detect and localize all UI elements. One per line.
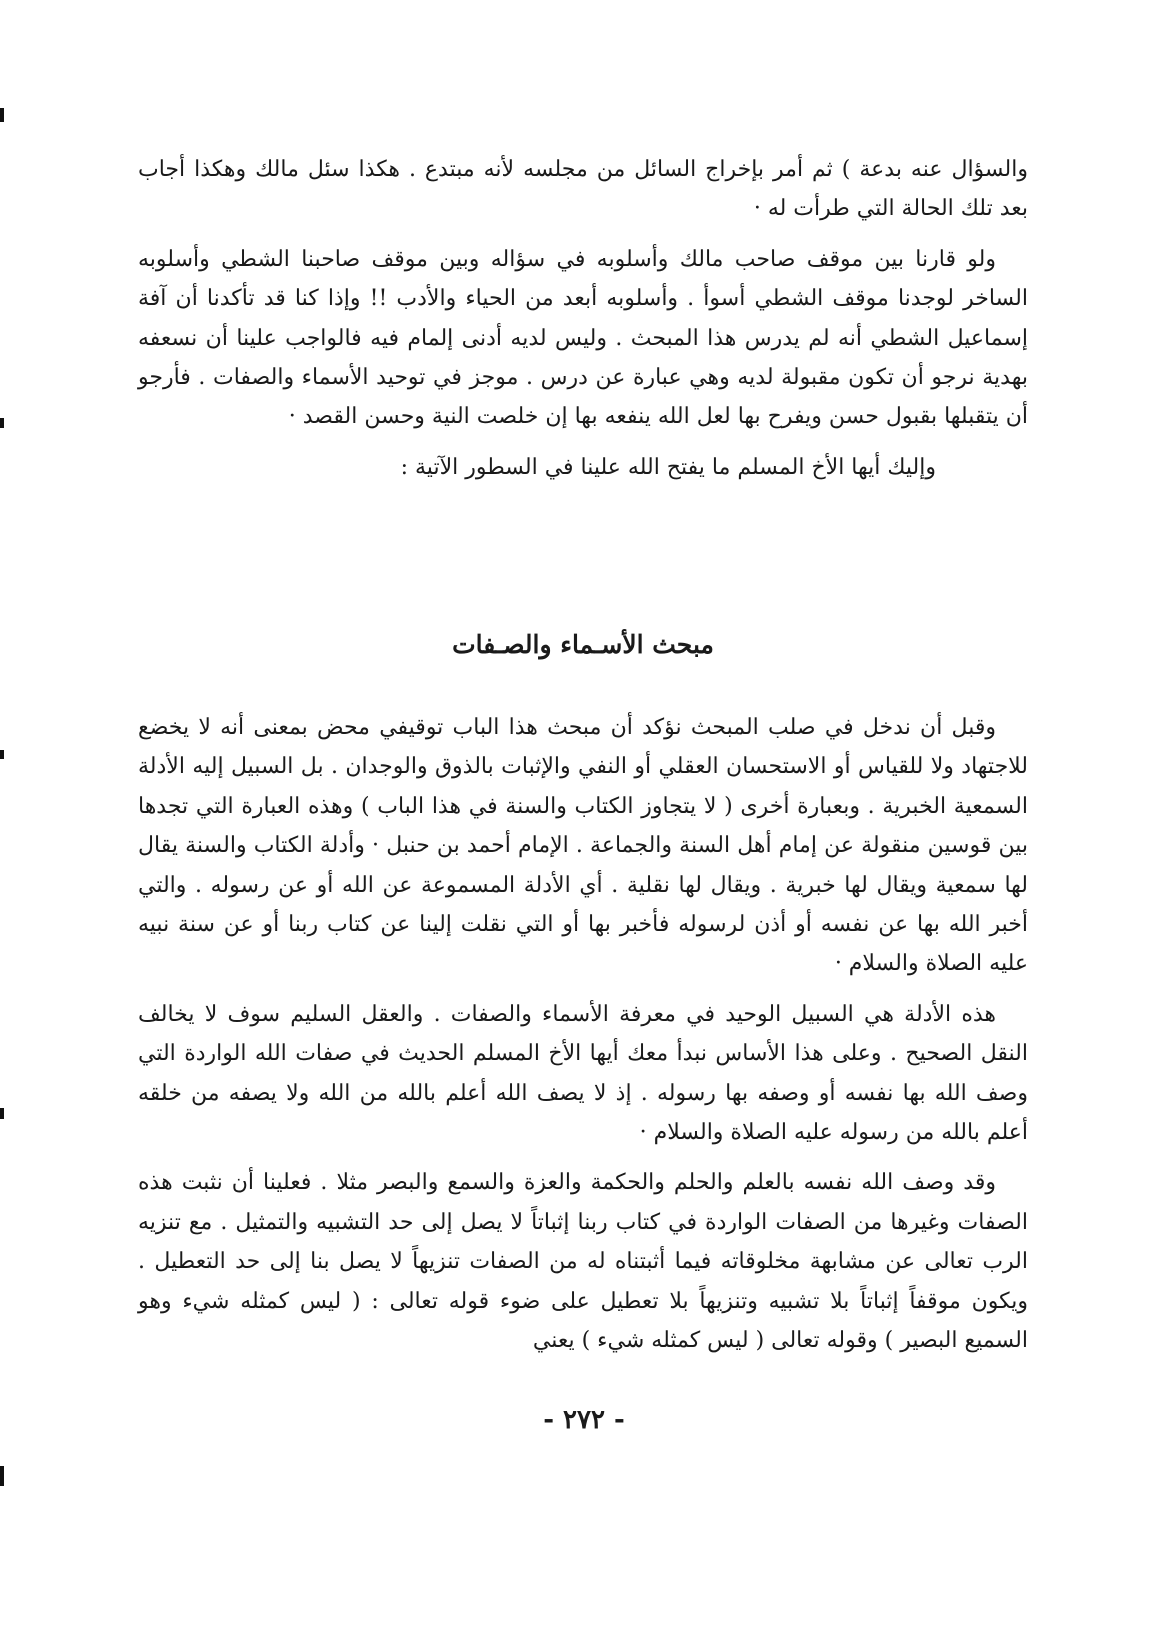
scan-edge-mark <box>0 1466 4 1486</box>
scan-edge-mark <box>0 108 4 122</box>
section-body <box>138 708 1028 1372</box>
paragraph-methodology: وقبل أن ندخل في صلب المبحث نؤكد أن مبحث هذا الباب توقيفي محض بمعنى أنه لا يخضع للاجتهاد ولا للقياس أو الاستحسان العقلي أو النفي والإثبات بالذوق والوجدان . بل السبيل إليه الأدلة السمعية الخبرية . وبعبارة أخرى ( لا يتجاوز الكتاب والسنة في هذا الباب ) وهذه العبارة التي تجدها بين قوسين منقولة عن إمام أهل السنة والجماعة . الإمام أحمد بن حنبل · وأدلة الكتاب والسنة يقال لها سمعية ويقال لها خبرية . ويقال لها نقلية . أي الأدلة المسموعة عن الله أو عن رسوله . والتي أخبر الله بها عن نفسه أو أذن لرسوله فأخبر بها أو التي نقلت إلينا عن كتاب ربنا أو عن سنة نبيه عليه الصلاة والسلام · <box>138 715 1028 977</box>
paragraph-continuation: والسؤال عنه بدعة ) ثم أمر بإخراج السائل من مجلسه لأنه مبتدع . هكذا سئل مالك وهكذا أجاب بعد تلك الحالة التي طرأت له · <box>138 157 1028 222</box>
scan-edge-mark <box>0 1108 4 1119</box>
section-heading: مبحث الأسـماء والصـفات <box>452 630 714 659</box>
paragraph-comparison: ولو قارنا بين موقف صاحب مالك وأسلوبه في سؤاله وبين موقف صاحبنا الشطي وأسلوبه الساخر لوجدنا موقف الشطي أسوأ . وأسلوبه أبعد من الحياء والأدب !! وإذا كنا قد تأكدنا أن آفة إسماعيل الشطي أنه لم يدرس هذا المبحث . وليس لديه أدنى إلمام فيه فالواجب علينا أن نسعفه بهدية نرجو أن تكون مقبولة لديه وهي عبارة عن درس . موجز في توحيد الأسماء والصفات . فأرجو أن يتقبلها بقبول حسن ويفرح بها لعل الله ينفعه بها إن خلصت النية وحسن القصد · <box>138 246 1028 430</box>
page-number: - ٢٧٢ - <box>543 1405 625 1435</box>
scan-edge-mark <box>0 418 4 428</box>
scan-edge-mark <box>0 750 4 759</box>
page-body <box>138 150 1028 487</box>
paragraph-transition: وإليك أيها الأخ المسلم ما يفتح الله علينا في السطور الآتية : <box>400 454 936 480</box>
paragraph-evidence: هذه الأدلة هي السبيل الوحيد في معرفة الأسماء والصفات . والعقل السليم سوف لا يخالف النقل الصحيح . وعلى هذا الأساس نبدأ معك أيها الأخ المسلم الحديث في صفات الله الواردة التي وصف الله بها نفسه أو وصفه بها رسوله . إذ لا يصف الله أعلم بالله من الله ولا يصفه من خلقه أعلم بالله من رسوله عليه الصلاة والسلام · <box>138 1001 1028 1146</box>
paragraph-attributes: وقد وصف الله نفسه بالعلم والحلم والحكمة والعزة والسمع والبصر مثلا . فعلينا أن نثبت هذه الصفات وغيرها من الصفات الواردة في كتاب ربنا إثباتاً لا يصل إلى حد التشبيه والتمثيل . مع تنزيه الرب تعالى عن مشابهة مخلوقاته فيما أثبتناه له من الصفات تنزيهاً لا يصل بنا إلى حد التعطيل . ويكون موقفاً إثباتاً بلا تشبيه وتنزيهاً بلا تعطيل على ضوء قوله تعالى : ( ليس كمثله شيء وهو السميع البصير ) وقوله تعالى ( ليس كمثله شيء ) يعني <box>138 1170 1028 1354</box>
